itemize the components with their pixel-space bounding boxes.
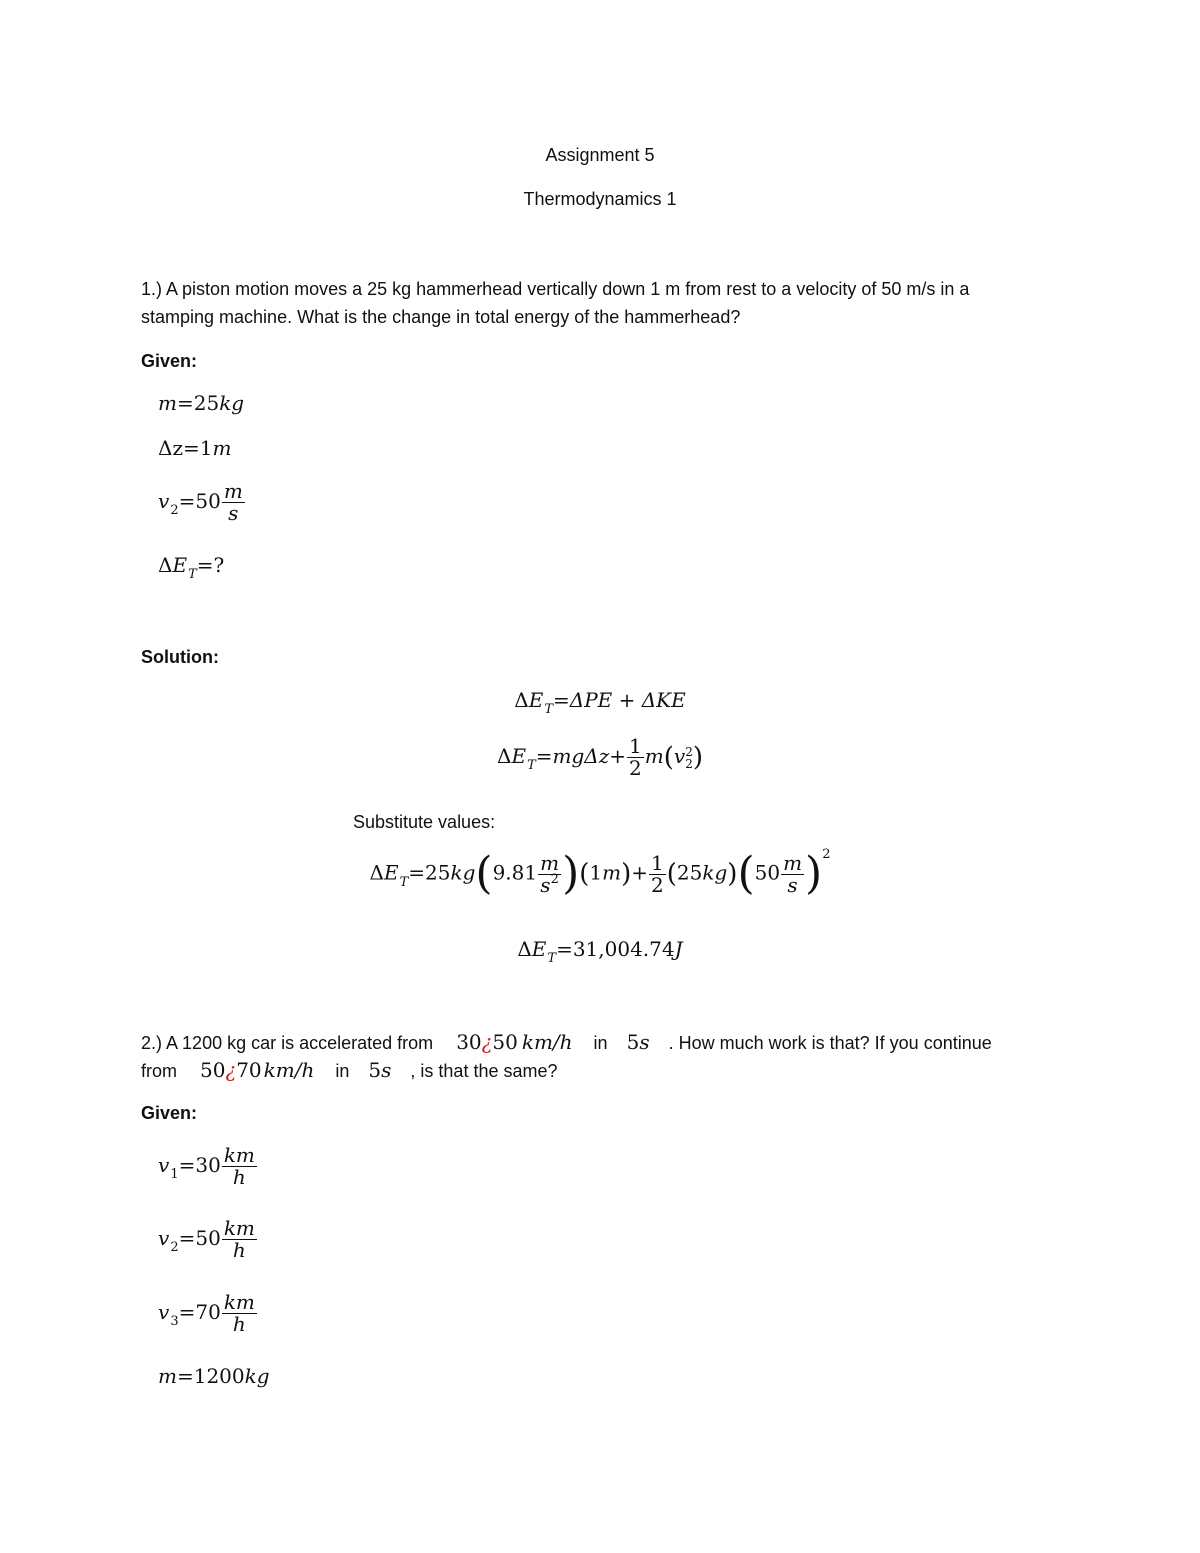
problem1-given-label: Given: (141, 351, 198, 371)
problem1-line2: stamping machine. What is the change in total energy of the hammerhead? (141, 307, 741, 327)
given-mass: m=25kg (158, 391, 245, 415)
given-car-mass: m=1200kg (158, 1364, 270, 1388)
given-v2: $v_2=50$ $\frac{km}{h}$ (158, 1216, 255, 1262)
problem1-text-line1: A piston motion moves a 25 kg hammerhead vertically down 1 m from rest to a velocity of 50 m/s in a (166, 279, 970, 299)
document-subtitle: Thermodynamics 1 (523, 189, 677, 209)
substitute-label: Substitute values: (353, 812, 496, 832)
equation-result: $\Delta E_T=31,004.74J$ (517, 937, 683, 966)
problem2-given-label: Given: (141, 1103, 198, 1123)
problem2-line1: 2.) A 1200 kg car is accelerated from 30¿50 km/h in 5s . How much work is that? If you continue (141, 1030, 992, 1054)
solution-label: Solution: (141, 647, 219, 667)
given-v1: $v_1=30$ $\frac{km}{h}$ (158, 1143, 255, 1189)
equation-energy-expanded: $\Delta E_T=mg\Delta z+$ $\frac{1}{2}$ m(v 2 2 ) (497, 734, 703, 780)
equation-energy-balance: $\Delta E_T=\Delta PE + \Delta KE$ (514, 688, 686, 717)
problem2-number: 2.) (141, 1033, 163, 1053)
equation-substituted: $\Delta E_T=25kg(9.81$ $\frac{m}{s^2}$ )(1m)+ $\frac{1}{2}$ (25kg)(50 $\frac{m}{s}$ )$^2$ (369, 846, 831, 899)
document-title: Assignment 5 (545, 145, 655, 165)
problem2-line2: from 50¿70 km/h in 5s , is that the same? (141, 1058, 558, 1082)
problem1-line1 (141, 279, 969, 300)
given-v3: $v_3=70$ $\frac{km}{h}$ (158, 1290, 255, 1336)
given-delta-z: Δz=1m (158, 436, 232, 460)
given-energy-unknown: $\Delta E_T=$? (158, 553, 225, 582)
given-velocity: $v_2=50$ $\frac{m}{s}$ (158, 479, 243, 525)
problem1-number: 1.) (141, 279, 163, 299)
velocity-unit-fraction: $\frac{m}{s}$ (223, 479, 243, 525)
